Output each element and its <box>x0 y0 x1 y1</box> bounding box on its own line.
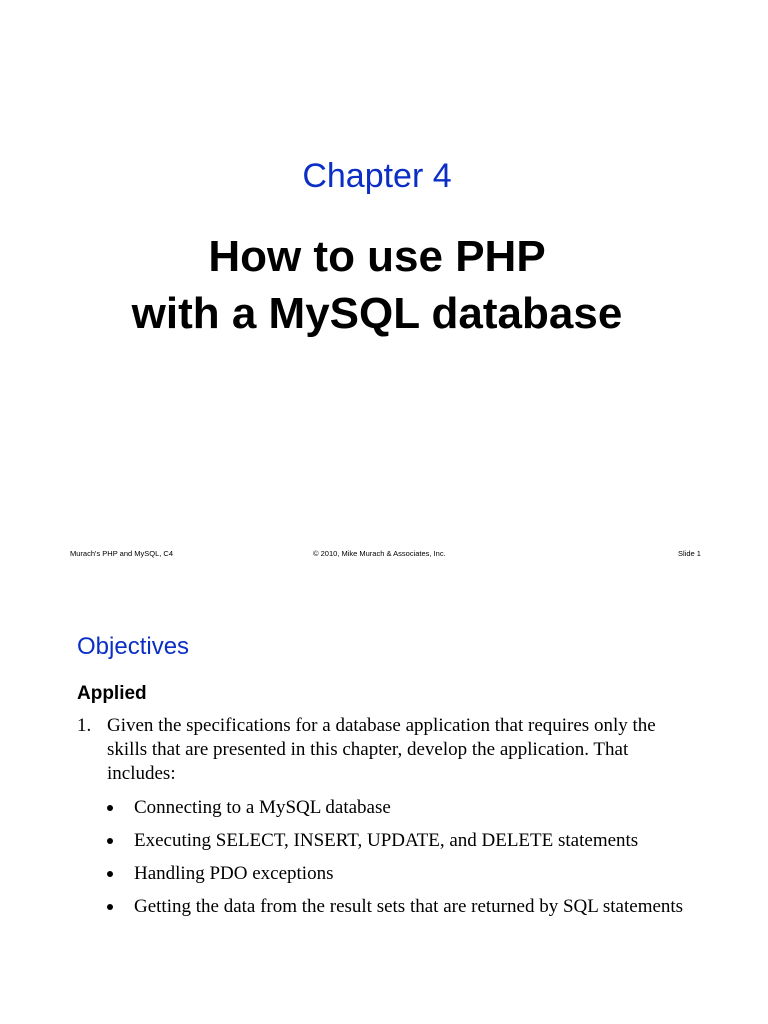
footer-copyright: © 2010, Mike Murach & Associates, Inc. <box>313 549 446 558</box>
bullet-text: Connecting to a MySQL database <box>134 797 391 818</box>
objective-number: 1. <box>77 715 92 736</box>
slide-title-line-2: with a MySQL database <box>131 289 623 338</box>
slide-title <box>0 228 754 342</box>
bullet-item <box>104 895 684 919</box>
objective-item <box>77 714 677 786</box>
bullet-text: Handling PDO exceptions <box>134 863 334 884</box>
bullet-icon <box>107 871 113 877</box>
footer-slide-number: Slide 1 <box>678 549 701 558</box>
applied-subheading: Applied <box>77 683 147 704</box>
bullet-item <box>104 862 684 886</box>
objectives-slide <box>0 580 768 1024</box>
bullet-icon <box>107 838 113 844</box>
bullet-text: Executing SELECT, INSERT, UPDATE, and DELETE statements <box>134 830 639 851</box>
chapter-label: Chapter 4 <box>302 157 452 195</box>
objective-bullet-list <box>104 796 684 928</box>
footer-book-title: Murach's PHP and MySQL, C4 <box>70 549 174 558</box>
bullet-icon <box>107 805 113 811</box>
objective-text: Given the specifications for a database application that requires only the skills that are presented in this chapter, develop the application. That includes: <box>107 715 656 784</box>
bullet-text: Getting the data from the result sets that are returned by SQL statements <box>134 896 684 917</box>
bullet-item <box>104 796 684 820</box>
bullet-icon <box>107 904 113 910</box>
slide-title-line-1: How to use PHP <box>208 232 546 281</box>
bullet-item <box>104 829 684 853</box>
objectives-heading: Objectives <box>77 633 190 660</box>
